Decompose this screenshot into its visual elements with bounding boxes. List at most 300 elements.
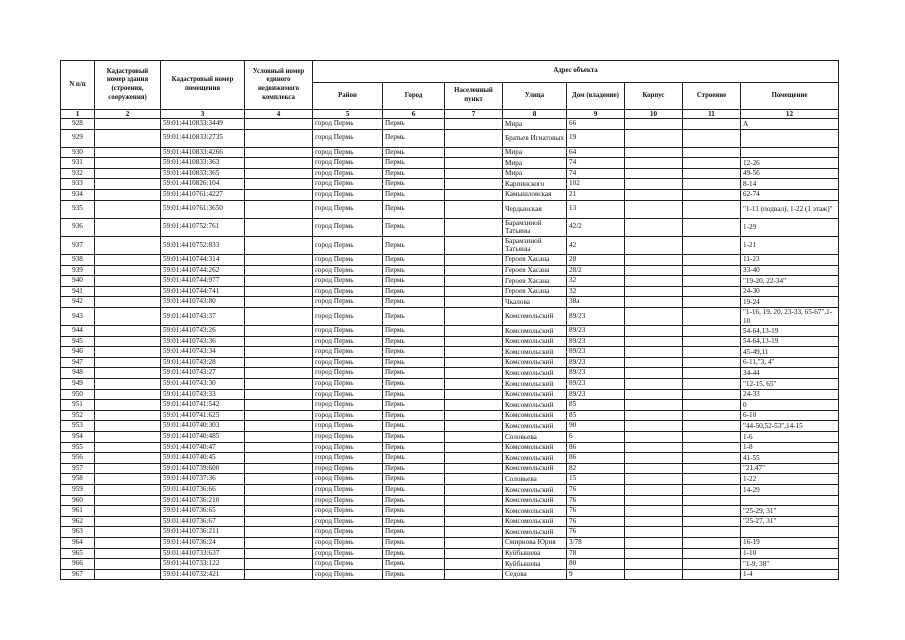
row-number: 958 [61, 474, 95, 485]
room-cadastral-cell: 59:01:4410752:833 [161, 236, 245, 254]
row-number: 937 [61, 236, 95, 254]
city-cell: Пермь [383, 307, 445, 325]
district-cell: город Пермь [313, 379, 383, 390]
district-cell: город Пермь [313, 297, 383, 308]
premises-cell: 6-10 [741, 410, 839, 421]
building-cell [683, 265, 741, 276]
table-row [61, 129, 839, 147]
street-cell: Комсомольский [503, 495, 567, 506]
building-cadastral-cell [95, 379, 161, 390]
building-cell [683, 537, 741, 548]
col-header-street: Улица [503, 83, 567, 110]
room-cadastral-cell: 59:01:4410741:625 [161, 410, 245, 421]
room-cadastral-cell: 59:01:4410833:363 [161, 158, 245, 169]
settlement-cell [445, 254, 503, 265]
building-cadastral-cell [95, 527, 161, 538]
house-cell: 3/78 [567, 537, 625, 548]
complex-number-cell [245, 297, 313, 308]
building-cell [683, 357, 741, 368]
district-cell: город Пермь [313, 265, 383, 276]
building-cell [683, 200, 741, 218]
complex-number-cell [245, 559, 313, 570]
street-cell: Комсомольский [503, 453, 567, 464]
city-cell: Пермь [383, 326, 445, 337]
korpus-cell [625, 129, 683, 147]
house-cell: 85 [567, 410, 625, 421]
korpus-cell [625, 495, 683, 506]
street-cell: Карпинского [503, 179, 567, 190]
table-row [61, 200, 839, 218]
table-row [61, 236, 839, 254]
settlement-cell [445, 474, 503, 485]
settlement-cell [445, 276, 503, 287]
settlement-cell [445, 158, 503, 169]
settlement-cell [445, 559, 503, 570]
row-number: 954 [61, 432, 95, 443]
street-cell: Комсомольский [503, 463, 567, 474]
city-cell: Пермь [383, 506, 445, 517]
complex-number-cell [245, 218, 313, 236]
complex-number-cell [245, 129, 313, 147]
city-cell: Пермь [383, 442, 445, 453]
building-cadastral-cell [95, 236, 161, 254]
settlement-cell [445, 410, 503, 421]
settlement-cell [445, 326, 503, 337]
street-cell: Героев Хасана [503, 286, 567, 297]
house-cell: 86 [567, 442, 625, 453]
district-cell: город Пермь [313, 189, 383, 200]
table-row [61, 379, 839, 390]
building-cadastral-cell [95, 254, 161, 265]
district-cell: город Пермь [313, 432, 383, 443]
table-row [61, 158, 839, 169]
korpus-cell [625, 286, 683, 297]
street-cell: Героев Хасана [503, 276, 567, 287]
building-cadastral-cell [95, 147, 161, 158]
house-cell: 15 [567, 474, 625, 485]
district-cell: город Пермь [313, 548, 383, 559]
street-cell: Комсомольский [503, 347, 567, 358]
building-cell [683, 336, 741, 347]
table-row [61, 147, 839, 158]
district-cell: город Пермь [313, 474, 383, 485]
building-cell [683, 129, 741, 147]
korpus-cell [625, 307, 683, 325]
table-row [61, 297, 839, 308]
building-cell [683, 379, 741, 390]
row-number: 947 [61, 357, 95, 368]
table-row [61, 548, 839, 559]
complex-number-cell [245, 463, 313, 474]
premises-cell: 14-29 [741, 485, 839, 496]
premises-cell: "25-27, 31" [741, 516, 839, 527]
building-cell [683, 527, 741, 538]
complex-number-cell [245, 254, 313, 265]
district-cell: город Пермь [313, 453, 383, 464]
room-cadastral-cell: 59:01:4410833:2735 [161, 129, 245, 147]
complex-number-cell [245, 379, 313, 390]
col-header-building: Строение [683, 83, 741, 110]
city-cell: Пермь [383, 265, 445, 276]
building-cell [683, 286, 741, 297]
table-row [61, 336, 839, 347]
complex-number-cell [245, 189, 313, 200]
district-cell: город Пермь [313, 119, 383, 130]
col-header-room-cadastral: Кадастровый номер помещения [161, 61, 245, 110]
street-cell: Комсомольский [503, 389, 567, 400]
korpus-cell [625, 368, 683, 379]
row-number: 965 [61, 548, 95, 559]
street-cell: Комсомольский [503, 442, 567, 453]
building-cadastral-cell [95, 119, 161, 130]
city-cell: Пермь [383, 254, 445, 265]
row-number: 961 [61, 506, 95, 517]
korpus-cell [625, 357, 683, 368]
row-number: 963 [61, 527, 95, 538]
district-cell: город Пермь [313, 357, 383, 368]
settlement-cell [445, 537, 503, 548]
table-row [61, 254, 839, 265]
column-number: 7 [445, 110, 503, 119]
district-cell: город Пермь [313, 168, 383, 179]
complex-number-cell [245, 158, 313, 169]
korpus-cell [625, 379, 683, 390]
building-cell [683, 400, 741, 411]
korpus-cell [625, 548, 683, 559]
premises-cell [741, 129, 839, 147]
row-number: 935 [61, 200, 95, 218]
street-cell: Смирнова Юрия [503, 537, 567, 548]
room-cadastral-cell: 59:01:4410743:28 [161, 357, 245, 368]
city-cell: Пермь [383, 569, 445, 580]
row-number: 957 [61, 463, 95, 474]
building-cadastral-cell [95, 516, 161, 527]
building-cadastral-cell [95, 368, 161, 379]
table-row [61, 179, 839, 190]
row-number: 950 [61, 389, 95, 400]
city-cell: Пермь [383, 189, 445, 200]
district-cell: город Пермь [313, 158, 383, 169]
room-cadastral-cell: 59:01:4410761:3650 [161, 200, 245, 218]
city-cell: Пермь [383, 347, 445, 358]
room-cadastral-cell: 59:01:4410744:977 [161, 276, 245, 287]
building-cadastral-cell [95, 168, 161, 179]
row-number: 948 [61, 368, 95, 379]
complex-number-cell [245, 537, 313, 548]
col-header-district: Район [313, 83, 383, 110]
row-number: 940 [61, 276, 95, 287]
building-cell [683, 189, 741, 200]
premises-cell [741, 527, 839, 538]
city-cell: Пермь [383, 527, 445, 538]
premises-cell: 1-29 [741, 218, 839, 236]
settlement-cell [445, 119, 503, 130]
row-number: 938 [61, 254, 95, 265]
settlement-cell [445, 527, 503, 538]
street-cell: Комсомольский [503, 307, 567, 325]
city-cell: Пермь [383, 410, 445, 421]
premises-cell: 41-55 [741, 453, 839, 464]
col-header-building-cadastral: Кадастровый номер здания (строения, сооружения) [95, 61, 161, 110]
settlement-cell [445, 297, 503, 308]
table-row [61, 218, 839, 236]
building-cell [683, 276, 741, 287]
column-number-row [61, 110, 839, 119]
room-cadastral-cell: 59:01:4410833:365 [161, 168, 245, 179]
district-cell: город Пермь [313, 410, 383, 421]
city-cell: Пермь [383, 297, 445, 308]
row-number: 960 [61, 495, 95, 506]
building-cell [683, 147, 741, 158]
table-row [61, 474, 839, 485]
street-cell: Мира [503, 168, 567, 179]
korpus-cell [625, 537, 683, 548]
premises-cell: 24-30 [741, 286, 839, 297]
city-cell: Пермь [383, 179, 445, 190]
settlement-cell [445, 307, 503, 325]
table-row [61, 453, 839, 464]
district-cell: город Пермь [313, 389, 383, 400]
district-cell: город Пермь [313, 286, 383, 297]
house-cell: 76 [567, 495, 625, 506]
complex-number-cell [245, 179, 313, 190]
district-cell: город Пермь [313, 537, 383, 548]
row-number: 932 [61, 168, 95, 179]
room-cadastral-cell: 59:01:4410740:485 [161, 432, 245, 443]
house-cell: 21 [567, 189, 625, 200]
table-row [61, 442, 839, 453]
table-row [61, 559, 839, 570]
room-cadastral-cell: 59:01:4410744:741 [161, 286, 245, 297]
premises-cell: "44-50,52-53",14-15 [741, 421, 839, 432]
korpus-cell [625, 147, 683, 158]
complex-number-cell [245, 474, 313, 485]
complex-number-cell [245, 368, 313, 379]
district-cell: город Пермь [313, 129, 383, 147]
city-cell: Пермь [383, 463, 445, 474]
table-row [61, 168, 839, 179]
complex-number-cell [245, 495, 313, 506]
room-cadastral-cell: 59:01:4410743:30 [161, 379, 245, 390]
house-cell: 76 [567, 485, 625, 496]
complex-number-cell [245, 326, 313, 337]
district-cell: город Пермь [313, 336, 383, 347]
building-cadastral-cell [95, 474, 161, 485]
korpus-cell [625, 400, 683, 411]
room-cadastral-cell: 59:01:4410739:600 [161, 463, 245, 474]
complex-number-cell [245, 200, 313, 218]
column-number: 10 [625, 110, 683, 119]
row-number: 944 [61, 326, 95, 337]
building-cell [683, 218, 741, 236]
table-row [61, 506, 839, 517]
building-cell [683, 368, 741, 379]
premises-cell: 54-64,13-19 [741, 336, 839, 347]
premises-cell: 1-4 [741, 569, 839, 580]
settlement-cell [445, 147, 503, 158]
premises-cell: 54-64,13-19 [741, 326, 839, 337]
district-cell: город Пермь [313, 506, 383, 517]
room-cadastral-cell: 59:01:4410743:33 [161, 389, 245, 400]
premises-cell: 1-6 [741, 432, 839, 443]
street-cell: Комсомольский [503, 485, 567, 496]
district-cell: город Пермь [313, 421, 383, 432]
settlement-cell [445, 453, 503, 464]
district-cell: город Пермь [313, 485, 383, 496]
column-number: 4 [245, 110, 313, 119]
room-cadastral-cell: 59:01:4410737:36 [161, 474, 245, 485]
complex-number-cell [245, 527, 313, 538]
table-header [61, 61, 839, 119]
building-cadastral-cell [95, 506, 161, 517]
korpus-cell [625, 389, 683, 400]
complex-number-cell [245, 336, 313, 347]
building-cadastral-cell [95, 297, 161, 308]
building-cadastral-cell [95, 463, 161, 474]
settlement-cell [445, 442, 503, 453]
street-cell: Мира [503, 119, 567, 130]
korpus-cell [625, 474, 683, 485]
premises-cell: 62-74 [741, 189, 839, 200]
city-cell: Пермь [383, 147, 445, 158]
district-cell: город Пермь [313, 200, 383, 218]
house-cell: 6 [567, 432, 625, 443]
settlement-cell [445, 168, 503, 179]
building-cadastral-cell [95, 442, 161, 453]
col-header-no: N п/п [61, 61, 95, 110]
street-cell: Куйбышева [503, 559, 567, 570]
row-number: 949 [61, 379, 95, 390]
building-cell [683, 485, 741, 496]
street-cell: Братьев Игнатовых [503, 129, 567, 147]
room-cadastral-cell: 59:01:4410736:211 [161, 527, 245, 538]
building-cadastral-cell [95, 485, 161, 496]
premises-cell: 1-21 [741, 236, 839, 254]
row-number: 933 [61, 179, 95, 190]
building-cell [683, 236, 741, 254]
complex-number-cell [245, 410, 313, 421]
house-cell: 78 [567, 548, 625, 559]
row-number: 930 [61, 147, 95, 158]
table-row [61, 307, 839, 325]
complex-number-cell [245, 421, 313, 432]
property-table [60, 60, 839, 580]
premises-cell: 45-49,11 [741, 347, 839, 358]
district-cell: город Пермь [313, 254, 383, 265]
house-cell: 38а [567, 297, 625, 308]
korpus-cell [625, 453, 683, 464]
building-cell [683, 297, 741, 308]
korpus-cell [625, 463, 683, 474]
house-cell: 85 [567, 400, 625, 411]
building-cadastral-cell [95, 389, 161, 400]
building-cadastral-cell [95, 357, 161, 368]
house-cell: 89/23 [567, 368, 625, 379]
col-header-city: Город [383, 83, 445, 110]
premises-cell: 0 [741, 400, 839, 411]
street-cell: Комсомольский [503, 368, 567, 379]
complex-number-cell [245, 516, 313, 527]
table-row [61, 537, 839, 548]
street-cell: Комсомольский [503, 516, 567, 527]
korpus-cell [625, 265, 683, 276]
korpus-cell [625, 516, 683, 527]
building-cadastral-cell [95, 410, 161, 421]
district-cell: город Пермь [313, 442, 383, 453]
city-cell: Пермь [383, 158, 445, 169]
room-cadastral-cell: 59:01:4410743:36 [161, 336, 245, 347]
room-cadastral-cell: 59:01:4410736:210 [161, 495, 245, 506]
table-row [61, 368, 839, 379]
row-number: 959 [61, 485, 95, 496]
house-cell: 89/23 [567, 389, 625, 400]
room-cadastral-cell: 59:01:4410740:45 [161, 453, 245, 464]
korpus-cell [625, 569, 683, 580]
row-number: 962 [61, 516, 95, 527]
city-cell: Пермь [383, 389, 445, 400]
house-cell: 89/23 [567, 357, 625, 368]
column-number: 12 [741, 110, 839, 119]
room-cadastral-cell: 59:01:4410736:65 [161, 506, 245, 517]
korpus-cell [625, 218, 683, 236]
table-row [61, 485, 839, 496]
building-cell [683, 432, 741, 443]
house-cell: 89/23 [567, 336, 625, 347]
building-cell [683, 506, 741, 517]
city-cell: Пермь [383, 129, 445, 147]
building-cell [683, 559, 741, 570]
building-cell [683, 474, 741, 485]
row-number: 952 [61, 410, 95, 421]
house-cell: 42 [567, 236, 625, 254]
row-number: 942 [61, 297, 95, 308]
street-cell: Комсомольский [503, 421, 567, 432]
city-cell: Пермь [383, 200, 445, 218]
table-row [61, 516, 839, 527]
room-cadastral-cell: 59:01:4410744:262 [161, 265, 245, 276]
room-cadastral-cell: 59:01:4410833:4266 [161, 147, 245, 158]
col-header-complex-number: Условный номер единого недвижимого комплекса [245, 61, 313, 110]
table-row [61, 421, 839, 432]
district-cell: город Пермь [313, 400, 383, 411]
house-cell: 76 [567, 506, 625, 517]
premises-cell: "19-20, 22-34" [741, 276, 839, 287]
premises-cell: 12-26 [741, 158, 839, 169]
settlement-cell [445, 357, 503, 368]
row-number: 956 [61, 453, 95, 464]
settlement-cell [445, 421, 503, 432]
premises-cell: "1-11 (подвал), 1-22 (1 этаж)" [741, 200, 839, 218]
building-cell [683, 548, 741, 559]
district-cell: город Пермь [313, 307, 383, 325]
building-cell [683, 495, 741, 506]
table-row [61, 400, 839, 411]
street-cell: Комсомольский [503, 410, 567, 421]
house-cell: 82 [567, 463, 625, 474]
city-cell: Пермь [383, 453, 445, 464]
house-cell: 19 [567, 129, 625, 147]
city-cell: Пермь [383, 432, 445, 443]
settlement-cell [445, 218, 503, 236]
row-number: 953 [61, 421, 95, 432]
row-number: 943 [61, 307, 95, 325]
district-cell: город Пермь [313, 368, 383, 379]
building-cell [683, 389, 741, 400]
korpus-cell [625, 432, 683, 443]
settlement-cell [445, 265, 503, 276]
row-number: 939 [61, 265, 95, 276]
premises-cell: А [741, 119, 839, 130]
